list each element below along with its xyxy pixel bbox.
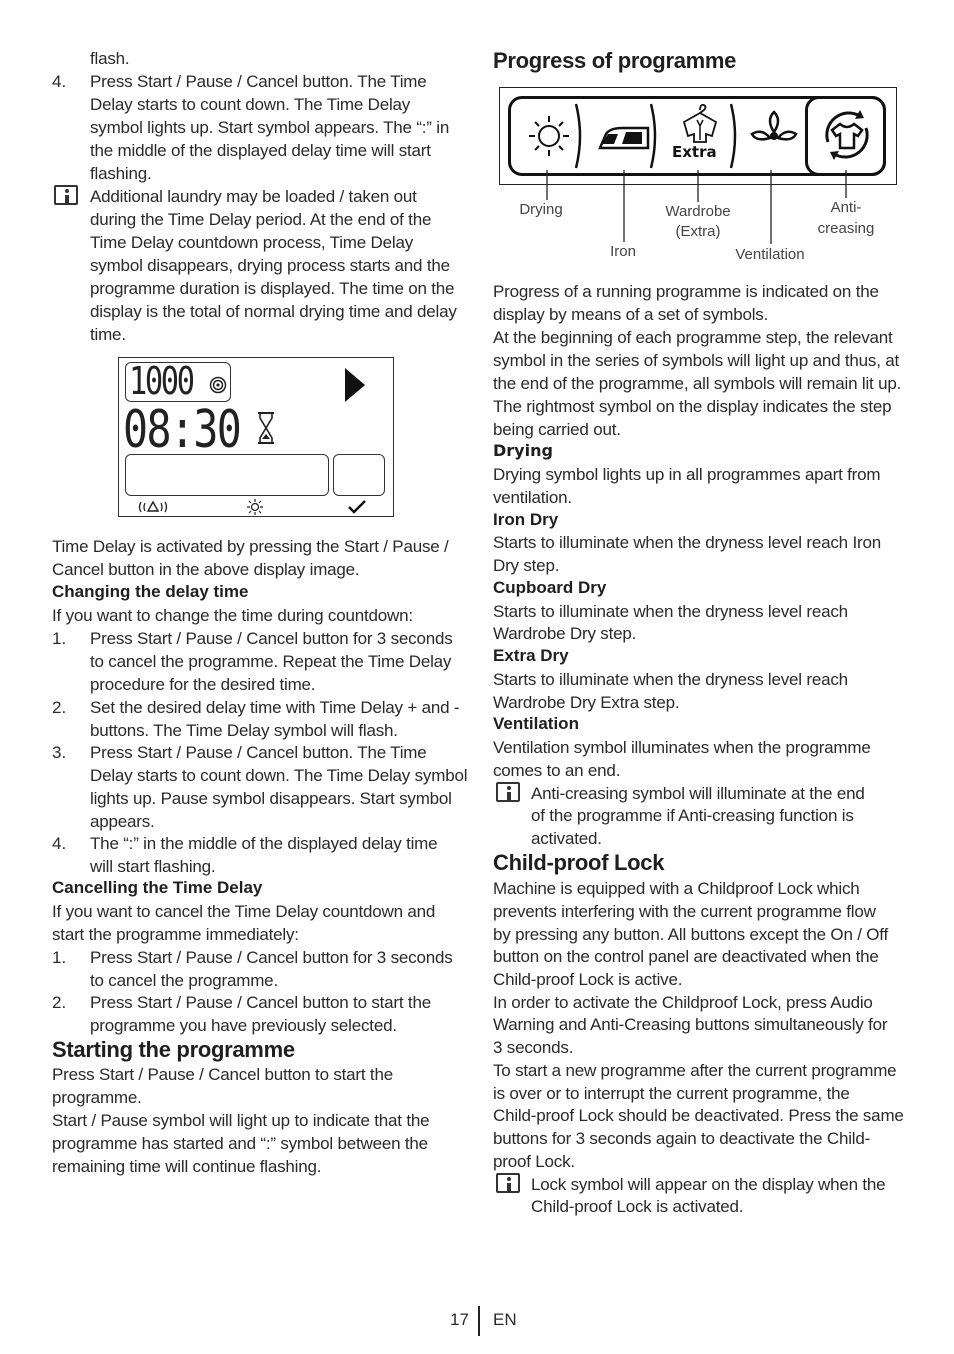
changing-heading: Changing the delay time (52, 582, 249, 601)
note-line: Time Delay countdown process, Time Delay (90, 233, 414, 252)
iron-icon (592, 120, 656, 152)
step-line: The “:” in the middle of the displayed delay time (90, 834, 438, 853)
step-number: 2. (52, 993, 67, 1012)
wardrobe-label: Wardrobe (665, 203, 731, 220)
drying-sun-icon (527, 114, 571, 158)
child-line: Machine is equipped with a Childproof Lock which (493, 879, 860, 898)
note-line: symbol disappears, drying process starts and the (90, 256, 450, 275)
cancel-intro: start the programme immediately: (52, 925, 299, 944)
note-line: during the Time Delay period. At the end of the (90, 210, 432, 229)
vent-heading: Ventilation (493, 714, 579, 733)
step-line: Delay starts to count down. The Time Delay (90, 95, 411, 114)
progress-line: Progress of a running programme is indicated on the (493, 282, 879, 301)
iron-label: Iron (610, 243, 636, 260)
drying-line: ventilation. (493, 488, 572, 507)
lock-note-line: Child-proof Lock is activated. (531, 1197, 744, 1216)
sun-icon (247, 499, 263, 515)
step-line: programme you have previously selected. (90, 1016, 397, 1035)
child-line: is over or to interrupt the current programme, the (493, 1084, 850, 1103)
child-line: by pressing any button. All buttons except the On / Off (493, 925, 889, 944)
progress-line: being carried out. (493, 420, 621, 439)
creasing-label: creasing (817, 220, 875, 237)
progress-line: display by means of a set of symbols. (493, 305, 769, 324)
progress-line: symbol in the series of symbols will light up and thus, at (493, 351, 900, 370)
progress-line: At the beginning of each programme step, the relevant (493, 328, 893, 347)
progress-heading: Progress of programme (493, 48, 737, 73)
iron-line: Dry step. (493, 556, 560, 575)
extra-line: Starts to illuminate when the dryness level reach (493, 670, 848, 689)
note-line: display is the total of normal drying time and delay (90, 302, 457, 321)
anti-label: Anti- (830, 199, 862, 216)
note-line: Additional laundry may be loaded / taken out (90, 187, 417, 206)
starting-line: Press Start / Pause / Cancel button to start the (52, 1065, 393, 1084)
starting-line: programme. (52, 1088, 142, 1107)
starting-line: Start / Pause symbol will light up to indicate that the (52, 1111, 430, 1130)
cancel-heading: Cancelling the Time Delay (52, 878, 263, 897)
anti-note-line: activated. (531, 829, 602, 848)
step-line: Delay starts to count down. The Time Delay symbol (90, 766, 468, 785)
child-line: In order to activate the Childproof Lock, press Audio (493, 993, 873, 1012)
extra-line: Wardrobe Dry Extra step. (493, 693, 680, 712)
starting-line: programme has started and “:” symbol between the (52, 1134, 428, 1153)
segment-box-left (125, 454, 329, 496)
step-line: will start flashing. (90, 857, 216, 876)
step-number: 3. (52, 743, 67, 762)
step-number: 1. (52, 948, 67, 967)
step-line: Press Start / Pause / Cancel button. The Time (90, 743, 427, 762)
lock-note-line: Lock symbol will appear on the display when the (531, 1175, 886, 1194)
child-line: Child-proof Lock should be deactivated. Press the same (493, 1106, 904, 1125)
iron-line: Starts to illuminate when the dryness level reach Iron (493, 533, 881, 552)
step-line: Press Start / Pause / Cancel button for 3 seconds (90, 948, 453, 967)
child-heading: Child-proof Lock (493, 850, 665, 875)
info-icon (496, 782, 520, 802)
child-line: 3 seconds. (493, 1038, 574, 1057)
note-line: time. (90, 325, 126, 344)
anti-note-line: Anti-creasing symbol will illuminate at the end (531, 784, 865, 803)
step-number: 1. (52, 629, 67, 648)
footer-divider (478, 1306, 480, 1336)
starting-heading: Starting the programme (52, 1037, 295, 1062)
child-line: prevents interfering with the current programme flow (493, 902, 876, 921)
wardrobe-label-extra: (Extra) (675, 223, 721, 240)
extra-heading: Extra Dry (493, 646, 569, 665)
segment-box-right (333, 454, 385, 496)
child-line: To start a new programme after the current programme (493, 1061, 897, 1080)
fan-icon (746, 108, 802, 164)
child-line: buttons for 3 seconds again to deactivate the Child- (493, 1129, 871, 1148)
step-line: symbol lights up. Start symbol appears. The “:” in (90, 118, 450, 137)
vent-line: Ventilation symbol illuminates when the programme (493, 738, 871, 757)
checkmark-icon (347, 499, 367, 515)
starting-line: remaining time will continue flashing. (52, 1157, 322, 1176)
hourglass-icon (257, 412, 275, 444)
step-line: to cancel the programme. Repeat the Time Delay (90, 652, 452, 671)
step-line: flashing. (90, 164, 152, 183)
info-icon (496, 1173, 520, 1193)
step-line: lights up. Pause symbol disappears. Start symbol (90, 789, 452, 808)
step-line: Set the desired delay time with Time Delay + and - (90, 698, 460, 717)
anti-creasing-icon (816, 104, 878, 166)
changing-intro: If you want to change the time during countdown: (52, 606, 413, 625)
step-line: procedure for the desired time. (90, 675, 316, 694)
child-line: button on the control panel are deactivated when the (493, 947, 879, 966)
caption-line: Time Delay is activated by pressing the Start / Pause / (52, 537, 449, 556)
cupboard-line: Wardrobe Dry step. (493, 624, 637, 643)
cancel-intro: If you want to cancel the Time Delay countdown and (52, 902, 436, 921)
note-line: programme duration is displayed. The time on the (90, 279, 455, 298)
drying-label: Drying (519, 201, 563, 218)
child-line: proof Lock. (493, 1152, 575, 1171)
start-icon (345, 368, 365, 402)
step-number: 4. (52, 834, 67, 853)
info-icon (54, 185, 78, 205)
step-line: the middle of the displayed delay time will start (90, 141, 431, 160)
child-line: Child-proof Lock is active. (493, 970, 683, 989)
step-line: to cancel the programme. (90, 971, 278, 990)
anti-note-line: of the programme if Anti-creasing function is (531, 806, 854, 825)
child-line: Warning and Anti-Creasing buttons simultaneously for (493, 1015, 888, 1034)
step-line: appears. (90, 812, 155, 831)
caption-line: Cancel button in the above display image. (52, 560, 360, 579)
drying-heading: Drying (493, 441, 553, 460)
intro-line: flash. (90, 49, 130, 68)
step-number: 2. (52, 698, 67, 717)
audio-warning-icon (137, 500, 169, 514)
spin-value: 1000 (129, 359, 193, 403)
step-line: Press Start / Pause / Cancel button for 3 seconds (90, 629, 453, 648)
delay-time: 08:30 (123, 400, 241, 460)
cupboard-line: Starts to illuminate when the dryness level reach (493, 602, 848, 621)
drying-line: Drying symbol lights up in all programmes apart from (493, 465, 881, 484)
language-code: EN (493, 1310, 517, 1329)
page-number: 17 (450, 1310, 469, 1329)
wardrobe-icon (680, 102, 720, 146)
step-line: buttons. The Time Delay symbol will flash. (90, 721, 398, 740)
ventilation-label: Ventilation (735, 246, 805, 263)
step-number: 4. (52, 72, 67, 91)
progress-line: the end of the programme, all symbols will remain lit up. (493, 374, 902, 393)
iron-heading: Iron Dry (493, 510, 559, 529)
step-line: Press Start / Pause / Cancel button to start the (90, 993, 431, 1012)
progress-line: The rightmost symbol on the display indicates the step (493, 397, 892, 416)
step-line: Press Start / Pause / Cancel button. The Time (90, 72, 427, 91)
extra-label: Extra (672, 143, 717, 161)
cupboard-heading: Cupboard Dry (493, 578, 607, 597)
spin-icon (209, 376, 227, 394)
display-illustration (118, 357, 394, 517)
vent-line: comes to an end. (493, 761, 621, 780)
